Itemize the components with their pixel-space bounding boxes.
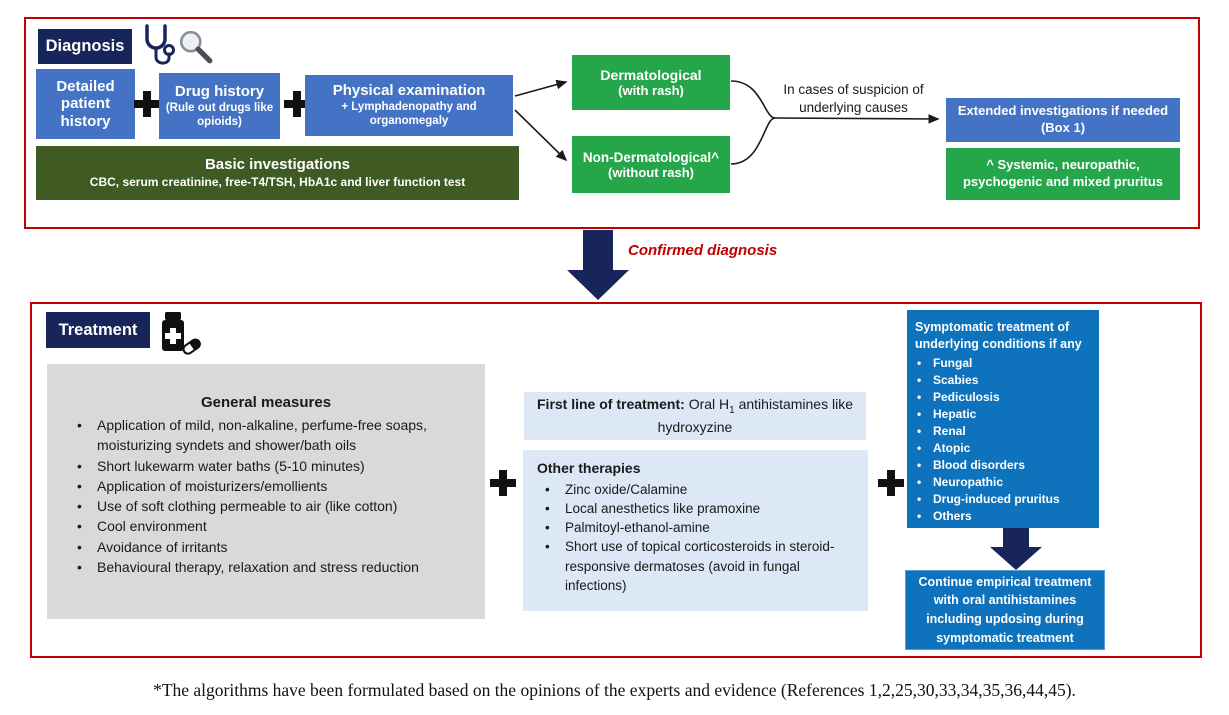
list-item: • Cool environment [69, 516, 463, 536]
confirmed-diagnosis-text: Confirmed diagnosis [628, 242, 778, 259]
extended-investigations-box [946, 98, 1180, 142]
list-item: • Avoidance of irritants [69, 537, 463, 557]
list-item: • Short use of topical corticosteroids in steroid-responsive dermatoses (avoid in fungal infections) [537, 537, 854, 594]
first-line-prefix: First line of treatment: [537, 396, 685, 413]
stethoscope-icon [138, 23, 178, 69]
drug-history-label: Drug history [174, 82, 265, 100]
suspicion-label-text: In cases of suspicion of underlying causes [783, 82, 924, 115]
continue-treatment-box [905, 570, 1105, 650]
systemic-note-box [946, 148, 1180, 200]
list-item: • Pediculosis [915, 389, 1060, 406]
plus-sign [134, 91, 160, 117]
dermatological-sub: (with rash) [618, 83, 684, 98]
other-therapies-box [523, 450, 868, 611]
basic-investigations-box [36, 146, 519, 200]
detailed-history-box [36, 69, 135, 139]
magnifying-glass-icon [176, 28, 214, 66]
basic-investigations-sub: CBC, serum creatinine, free-T4/TSH, HbA1c and liver function test [89, 175, 466, 190]
list-item: • Fungal [915, 355, 1060, 372]
list-item: • Use of soft clothing permeable to air (like cotton) [69, 496, 463, 516]
symptomatic-title: Symptomatic treatment of underlying conditions if any [915, 320, 1082, 351]
symptomatic-list [915, 355, 1060, 525]
first-line-mid: Oral H [688, 396, 730, 413]
physical-exam-label: Physical examination [332, 82, 486, 100]
list-item: • Scabies [915, 372, 1060, 389]
list-item: • Local anesthetics like pramoxine [537, 499, 854, 518]
plus-sign [490, 470, 516, 496]
first-line-suffix: antihistamines like hydroxyzine [657, 396, 853, 435]
confirmed-diagnosis-label [628, 242, 777, 259]
list-item: • Renal [915, 423, 1060, 440]
suspicion-label [761, 81, 946, 116]
extended-investigations-label: Extended investigations if needed (Box 1) [957, 103, 1169, 135]
first-line-subscript: 1 [729, 405, 735, 417]
list-item: • Application of mild, non-alkaline, perfume-free soaps, moisturizing syndets and shower/bath oils [69, 415, 463, 456]
systemic-note-label: ^ Systemic, neuropathic, psychogenic and mixed pruritus [962, 157, 1164, 189]
treatment-title-label: Treatment [58, 320, 138, 339]
list-item: • Behavioural therapy, relaxation and stress reduction [69, 557, 463, 577]
list-item: • Hepatic [915, 406, 1060, 423]
plus-sign [878, 470, 904, 496]
list-item: • Palmitoyl-ethanol-amine [537, 518, 854, 537]
diagnosis-title-label: Diagnosis [45, 37, 125, 55]
dermatological-box [572, 55, 730, 110]
physical-exam-box [305, 75, 513, 136]
list-item: • Application of moisturizers/emollients [69, 476, 463, 496]
list-item: • Atopic [915, 440, 1060, 457]
detailed-history-label: Detailed patient history [56, 78, 115, 130]
treatment-panel [30, 302, 1202, 658]
drug-history-sub: (Rule out drugs like opioids) [165, 101, 274, 128]
physical-exam-sub: + Lymphadenopathy and organomegaly [341, 101, 477, 128]
symptomatic-treatment-box [907, 310, 1099, 528]
medicine-bottle-icon [156, 307, 204, 357]
basic-investigations-label: Basic investigations [204, 156, 351, 174]
treatment-title [46, 312, 150, 348]
list-item: • Blood disorders [915, 457, 1060, 474]
general-measures-box [47, 364, 485, 619]
symptomatic-down-arrow [990, 528, 1042, 570]
non-dermatological-sub: (without rash) [608, 164, 694, 180]
footnote-text: *The algorithms have been formulated based on the opinions of the experts and evidence (References 1,2,25,30,33,34,35,36,44,45). [153, 680, 1076, 700]
other-therapies-list [537, 480, 854, 595]
dermatological-label: Dermatological [600, 67, 702, 83]
general-measures-list [69, 415, 463, 577]
list-item: • Short lukewarm water baths (5-10 minutes) [69, 456, 463, 476]
non-dermatological-box [572, 136, 730, 193]
general-measures-title: General measures [200, 394, 332, 411]
diagnosis-panel [24, 17, 1200, 229]
list-item: • Drug-induced pruritus [915, 491, 1060, 508]
non-dermatological-label: Non-Dermatological^ [582, 149, 720, 165]
footnote [0, 680, 1229, 701]
list-item: • Others [915, 508, 1060, 525]
drug-history-box [159, 73, 280, 139]
continue-treatment-label: Continue empirical treatment with oral antihistamines including updosing during symptomatic treatment [918, 574, 1092, 645]
diagnosis-title [38, 29, 132, 64]
list-item: • Neuropathic [915, 474, 1060, 491]
list-item: • Zinc oxide/Calamine [537, 480, 854, 499]
other-therapies-title: Other therapies [537, 460, 641, 476]
confirmed-diagnosis-arrow [567, 230, 629, 300]
first-line-treatment-box [524, 392, 866, 440]
